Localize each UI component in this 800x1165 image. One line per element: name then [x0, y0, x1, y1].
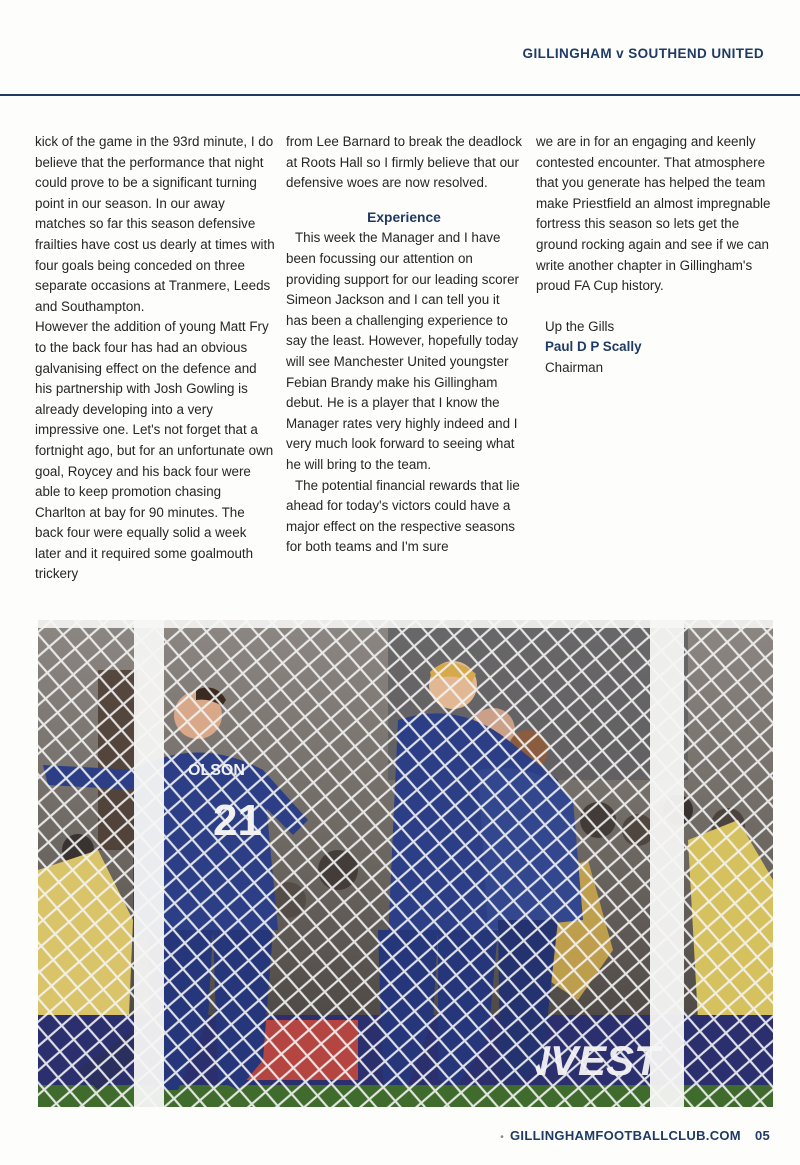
header-rule	[0, 94, 800, 96]
article-column-3	[536, 132, 776, 379]
signoff-name: Paul D P Scally	[545, 339, 642, 355]
celebration-photo	[38, 620, 773, 1107]
col2-paragraph-3: The potential financial rewards that lie ahead for today's victors could have a major effect on the respective seasons for both teams and I'm sure	[286, 477, 520, 555]
signoff-line: Up the Gills	[545, 318, 615, 334]
col1-paragraph-2: However the addition of young Matt Fry to the back four has had an obvious galvanising effect on the defence and his partnership with Josh Gowling is already developing into a very impressive one. Let's not forget that a fortnight ago, but for an unfortunate own goal, Roycey and his back four were able to keep promotion chasing Charlton at bay for 90 minutes. The back four were equally solid a week later and it required some goalmouth trickery	[35, 319, 274, 582]
footer	[500, 1128, 770, 1143]
signoff	[536, 317, 776, 379]
col3-paragraph-1: we are in for an engaging and keenly contested encounter. That atmosphere that you generate has helped the team make Priestfield an almost impregnable fortress this season so lets get the ground rocking again and see if we can write another chapter in Gillingham's proud FA Cup history.	[536, 134, 771, 294]
subheading-experience: Experience	[367, 209, 441, 225]
article-column-2	[286, 132, 522, 558]
col2-paragraph-1: from Lee Barnard to break the deadlock at Roots Hall so I firmly believe that our defensive woes are now resolved.	[286, 134, 522, 191]
footer-bullet: •	[500, 1132, 504, 1143]
col2-paragraph-2: This week the Manager and I have been focussing our attention on providing support for our leading scorer Simeon Jackson and I can tell you it has been a challenging experience to say the least. However, hopefully today will see Manchester United youngster Febian Brandy make his Gillingham debut. He is a player that I know the Manager rates very highly indeed and I very much look forward to seeing what he will bring to the team.	[286, 230, 519, 472]
article-column-1	[35, 132, 275, 585]
header-title: GILLINGHAM v SOUTHEND UNITED	[522, 46, 764, 61]
footer-website: GILLINGHAMFOOTBALLCLUB.COM	[510, 1128, 741, 1143]
col1-paragraph-1: kick of the game in the 93rd minute, I do believe that the performance that night could prove to be a significant turning point in our season. In our away matches so far this season defensive frailties have cost us dearly at times with four goals being conceded on three separate occasions at Tranmere, Leeds and Southampton.	[35, 134, 275, 314]
page-number: 05	[754, 1128, 770, 1143]
signoff-role: Chairman	[545, 359, 604, 375]
